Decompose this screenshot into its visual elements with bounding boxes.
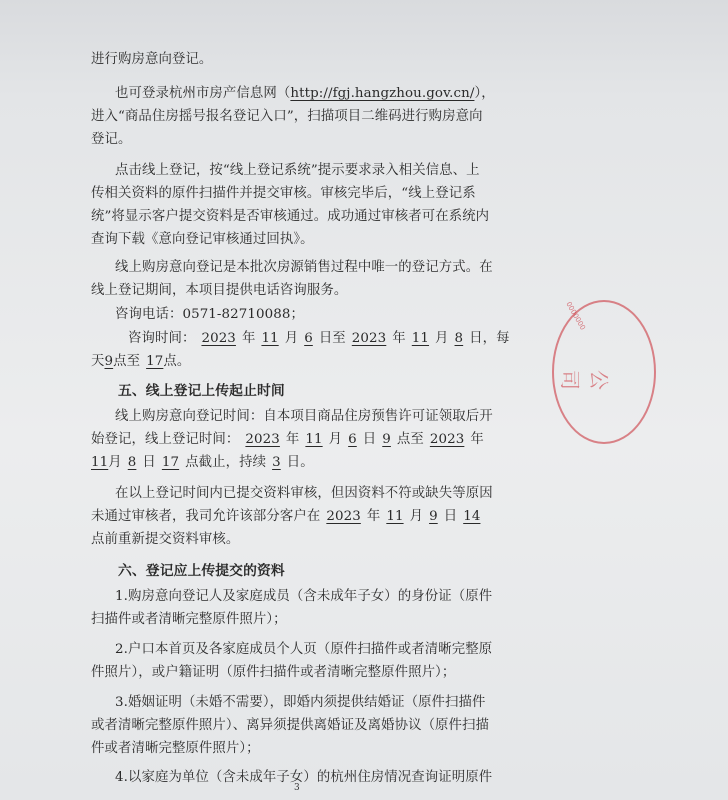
contact-phone: 咨询电话：0571-82710088；	[115, 307, 305, 322]
text-span: 点截止，持续	[185, 455, 267, 470]
text-span: 月	[284, 331, 299, 346]
date-field	[424, 432, 470, 447]
paragraph-line: 点前重新提交资料审核。	[91, 532, 240, 547]
date-field	[122, 455, 143, 470]
text-span: 月	[108, 455, 122, 470]
text-span: 年	[285, 432, 300, 447]
date-value: 2023	[326, 509, 361, 524]
text-span: 月	[409, 509, 424, 524]
list-item-continued: 或者清晰完整原件照片）、离异须提供离婚证及离婚协议（原件扫描	[91, 718, 490, 733]
text-span: 日至	[318, 331, 346, 346]
date-field	[195, 331, 241, 346]
date-value: 6	[348, 432, 357, 447]
text-span: 日	[362, 432, 377, 447]
hour-value: 17	[146, 354, 164, 369]
section-heading: 五、线上登记上传起止时间	[118, 383, 285, 399]
text-span: 日，每	[469, 331, 510, 346]
hour-field	[376, 432, 397, 447]
registration-time-line	[91, 451, 691, 470]
text-span: 年	[392, 331, 406, 346]
page-number: 3	[294, 783, 300, 793]
text-span: 年	[241, 331, 256, 346]
date-field	[380, 509, 409, 524]
date-value: 9	[429, 509, 438, 524]
date-value: 11	[411, 331, 430, 346]
paragraph-line	[115, 82, 715, 101]
date-value: 2023	[245, 432, 280, 447]
hour-field	[457, 509, 480, 524]
list-item: 3.婚姻证明（未婚不需要），即婚内须提供结婚证（原件扫描件	[115, 695, 486, 710]
list-item-continued: 件或者清晰完整原件照片）；	[91, 741, 260, 756]
date-value: 2023	[201, 331, 236, 346]
date-value: 6	[304, 331, 313, 346]
hour-value: 17	[161, 455, 180, 470]
paragraph-line: 进行购房意向登记。	[91, 52, 213, 67]
text-span: 日。	[286, 455, 314, 470]
list-item: 2.户口本首页及各家庭成员个人页（原件扫描件或者清晰完整原	[115, 642, 493, 657]
paragraph-line: 在以上登记时间内已提交资料审核，但因资料不符或缺失等原因	[115, 486, 493, 501]
date-value: 11	[386, 509, 404, 524]
hour-value: 9	[382, 432, 391, 447]
text-span: 日	[142, 455, 156, 470]
paragraph-line: 查询下载《意向登记审核通过回执》。	[91, 232, 314, 247]
seal-text: 公司	[558, 370, 611, 390]
paragraph-line: 统”将显示客户提交资料是否审核通过。成功通过审核者可在系统内	[91, 209, 490, 224]
date-field: 11	[91, 455, 109, 470]
list-item: 4.以家庭为单位（含未成年子女）的杭州住房情况查询证明原件	[115, 770, 493, 785]
date-field	[342, 432, 363, 447]
text-span: 咨询时间：	[128, 331, 196, 346]
paragraph-line: 线上购房意向登记是本批次房源销售过程中唯一的登记方式。在	[115, 260, 493, 275]
text-span: 日	[443, 509, 458, 524]
date-field	[406, 331, 435, 346]
resubmit-time-line	[91, 505, 691, 524]
text-span: 年	[470, 432, 484, 447]
text-span: 始登记，线上登记时间：	[91, 432, 240, 447]
date-field	[320, 509, 366, 524]
paragraph-line: 进入“商品住房摇号报名登记入口”，扫描项目二维码进行购房意向	[91, 109, 483, 124]
text-span: 月	[328, 432, 343, 447]
section-heading: 六、登记应上传提交的资料	[118, 563, 285, 579]
date-field	[449, 331, 470, 346]
date-value: 8	[454, 331, 464, 346]
hour-value: 14	[463, 509, 481, 524]
list-item-continued: 扫描件或者清晰完整原件照片）；	[91, 612, 287, 627]
list-item: 1.购房意向登记人及家庭成员（含未成年子女）的身份证（原件	[115, 589, 493, 604]
text-span: 点至	[113, 354, 141, 369]
text-span: 年	[366, 509, 381, 524]
date-value: 8	[127, 455, 137, 470]
paragraph-line: 线上登记期间，本项目提供电话咨询服务。	[91, 283, 348, 298]
date-value: 11	[305, 432, 323, 447]
seal-number: 0000000	[564, 300, 587, 332]
paragraph-line: 登记。	[91, 132, 132, 147]
hour-field	[140, 354, 163, 369]
website-url[interactable]: http://fgj.hangzhou.gov.cn/	[290, 86, 475, 101]
date-field	[299, 432, 328, 447]
hour-field	[156, 455, 185, 470]
date-field	[239, 432, 285, 447]
duration-field	[266, 455, 287, 470]
text-span: 月	[435, 331, 449, 346]
text-span: ），	[474, 86, 495, 101]
text-span: 未通过审核者，我司允许该部分客户在	[91, 509, 321, 524]
date-field	[423, 509, 444, 524]
date-field	[255, 331, 284, 346]
date-value: 2023	[351, 331, 387, 346]
text-span: 也可登录杭州市房产信息网（	[115, 86, 291, 101]
hour-field: 9	[104, 354, 114, 369]
date-value: 2023	[429, 432, 465, 447]
paragraph-line: 线上购房意向登记时间：自本项目商品住房预售许可证领取后开	[115, 409, 493, 424]
text-span: 天	[91, 354, 105, 369]
paragraph-line: 传相关资料的原件扫描件并提交审核。审核完毕后，“线上登记系	[91, 186, 476, 201]
date-value: 11	[261, 331, 279, 346]
date-field	[298, 331, 319, 346]
paragraph-line: 点击线上登记，按“线上登记系统”提示要求录入相关信息、上	[115, 163, 480, 178]
text-span: 点。	[163, 354, 191, 369]
date-field	[346, 331, 392, 346]
list-item-continued: 件照片），或户籍证明（原件扫描件或者清晰完整原件照片）；	[91, 665, 456, 680]
text-span: 点至	[396, 432, 424, 447]
duration-value: 3	[272, 455, 281, 470]
